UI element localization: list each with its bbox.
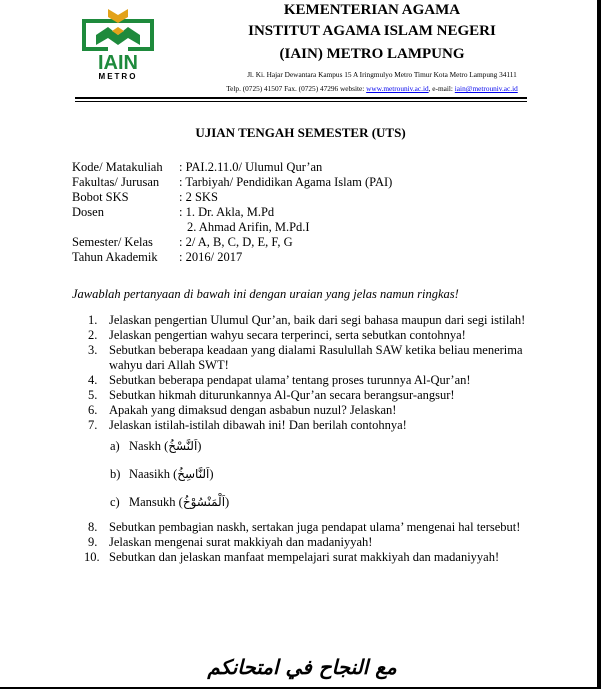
sub-close: ) <box>225 495 230 509</box>
sub-term: Naskh ( <box>129 439 169 453</box>
info-value: 2. Ahmad Arifin, M.Pd.I <box>187 220 310 234</box>
page-edge-bar <box>597 0 601 689</box>
question-number: 2. <box>88 328 98 342</box>
question-number: 6. <box>88 403 98 417</box>
closing-calligraphy <box>200 650 405 682</box>
question-text: Sebutkan pembagian naskh, sertakan juga pendapat ulama’ mengenai hal tersebut! <box>109 520 521 534</box>
exam-title: UJIAN TENGAH SEMESTER (UTS) <box>195 125 406 140</box>
header-divider-thick <box>75 97 527 99</box>
question-text: Jelaskan pengertian Ulumul Qur’an, baik dari segi bahasa maupun dari segi istilah! <box>109 313 526 327</box>
institute-contact <box>172 84 572 93</box>
question-text: Jelaskan pengertian wahyu secara terperinci, serta sebutkan contohnya! <box>109 328 466 342</box>
sub-letter: c) <box>110 495 120 509</box>
question-number: 7. <box>88 418 98 432</box>
info-label: Kode/ Matakuliah <box>72 160 163 174</box>
question-item <box>88 373 528 388</box>
question-item <box>88 535 528 550</box>
arabic-term: اَلنَّسْخُ <box>168 439 198 453</box>
institute-address: Jl. Ki. Hajar Dewantara Kampus 15 A Iringmulyo Metro Timur Kota Metro Lampung 34111 <box>247 70 517 79</box>
question-number: 8. <box>88 520 98 534</box>
calligraphy-graphic <box>200 650 405 682</box>
question-item <box>88 313 528 328</box>
info-label: Tahun Akademik <box>72 250 158 264</box>
sub-close: ) <box>197 439 202 453</box>
sub-item-naskh <box>88 439 528 454</box>
question-number: 4. <box>88 373 98 387</box>
iain-logo <box>76 5 160 81</box>
sub-letter: b) <box>110 467 121 481</box>
website-link[interactable]: www.metrouniv.ac.id <box>366 84 429 93</box>
info-value: : PAI.2.11.0/ Ulumul Qur’an <box>179 160 323 174</box>
arabic-term: اَلنَّاسِخُ <box>177 467 210 481</box>
logo-text-iain: IAIN <box>98 52 138 74</box>
question-number: 10. <box>84 550 100 564</box>
question-number: 3. <box>88 343 98 357</box>
info-label: Bobot SKS <box>72 190 129 204</box>
ministry-name: KEMENTERIAN AGAMA <box>283 2 461 18</box>
info-value: : 2 SKS <box>179 190 218 204</box>
email-link[interactable]: iain@metrouniv.ac.id <box>454 84 518 93</box>
question-list <box>84 313 528 565</box>
question-item <box>88 328 528 343</box>
sub-close: ) <box>209 467 214 481</box>
question-item <box>88 343 528 373</box>
sub-item-mansukh <box>88 495 528 510</box>
question-text: Jelaskan istilah-istilah dibawah ini! Dan berilah contohnya! <box>109 418 407 432</box>
info-label: Fakultas/ Jurusan <box>72 175 160 189</box>
question-text: Sebutkan dan jelaskan manfaat mempelajari surat makkiyah dan madaniyyah! <box>109 550 500 564</box>
question-number: 5. <box>88 388 98 402</box>
question-item <box>88 520 528 535</box>
closing-text: مع النجاح في امتحانكم <box>207 655 397 679</box>
sub-term: Mansukh ( <box>129 495 183 509</box>
sub-text <box>129 495 229 510</box>
header-divider-thin <box>75 101 527 102</box>
arabic-term: اَلْمَنْسُوْخُ <box>182 495 226 509</box>
institute-short-name: (IAIN) METRO LAMPUNG <box>279 46 465 62</box>
info-value: : 2/ A, B, C, D, E, F, G <box>179 235 293 249</box>
question-item <box>88 418 528 433</box>
info-value: : 1. Dr. Akla, M.Pd <box>179 205 275 219</box>
contact-prefix: Telp. (0725) 41507 Fax. (0725) 47296 website: <box>226 84 367 93</box>
sub-letter: a) <box>110 439 120 453</box>
logo-text-metro: METRO <box>98 72 138 81</box>
book-emblem <box>82 9 154 51</box>
question-item <box>88 388 528 403</box>
question-text: Sebutkan beberapa pendapat ulama’ tentang proses turunnya Al-Qur’an! <box>109 373 471 387</box>
email-prefix: , e-mail: <box>428 84 455 93</box>
info-label: Semester/ Kelas <box>72 235 153 249</box>
info-label: Dosen <box>72 205 104 219</box>
sub-term: Naasikh ( <box>129 467 178 481</box>
question-text: Sebutkan beberapa keadaan yang dialami Rasulullah SAW ketika beliau menerima wahyu dari Allah SWT! <box>109 343 523 372</box>
question-item <box>88 403 528 418</box>
question-text: Jelaskan mengenai surat makkiyah dan madaniyyah! <box>109 535 373 549</box>
instruction-text: Jawablah pertanyaan di bawah ini dengan uraian yang jelas namun ringkas! <box>72 287 459 301</box>
question-text: Sebutkan hikmah diturunkannya Al-Qur’an secara berangsur-angsur! <box>109 388 455 402</box>
info-value: : 2016/ 2017 <box>179 250 243 264</box>
question-number: 1. <box>88 313 98 327</box>
sub-item-naasikh <box>88 467 528 482</box>
question-text: Apakah yang dimaksud dengan asbabun nuzul? Jelaskan! <box>109 403 397 417</box>
sub-text <box>129 467 214 482</box>
sub-text <box>129 439 201 454</box>
question-number: 9. <box>88 535 98 549</box>
institute-name: INSTITUT AGAMA ISLAM NEGERI <box>248 23 496 39</box>
question-item <box>84 550 528 565</box>
info-value: : Tarbiyah/ Pendidikan Agama Islam (PAI) <box>179 175 393 189</box>
